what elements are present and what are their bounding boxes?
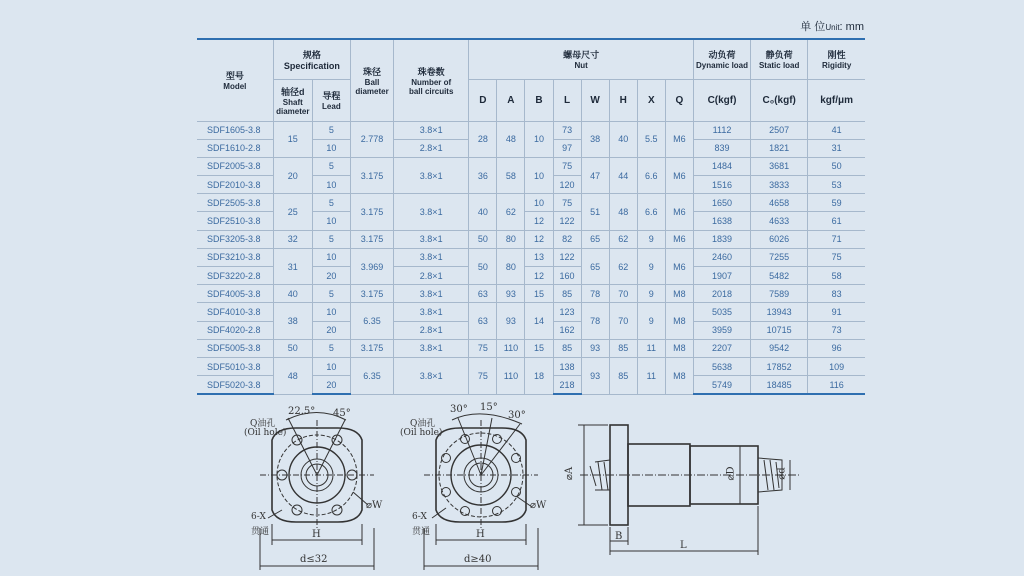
- nut-col-W: W: [581, 79, 609, 121]
- holes-label: 6-X: [251, 512, 266, 522]
- table-row: SDF2510-3.8 10 12 122 1638 4633 61: [197, 212, 865, 230]
- l-dimension: L: [680, 540, 687, 551]
- table-row: SDF5020-3.8 20 218 5749 18485 116: [197, 376, 865, 395]
- model-cell: SDF2010-3.8: [197, 176, 273, 194]
- oil-hole-label-cn: Q油孔: [410, 419, 436, 429]
- nut-col-Q: Q: [665, 79, 693, 121]
- lead-header: 导程 Lead: [312, 79, 350, 121]
- d-range-label: d≤32: [300, 554, 328, 565]
- model-cell: SDF1605-3.8: [197, 121, 273, 139]
- nut-side-drawing: [578, 425, 800, 555]
- nut-col-L: L: [553, 79, 581, 121]
- w-dimension: ⌀W: [530, 500, 547, 511]
- table-row: SDF4005-3.8 40 5 3.175 3.8×1 63 93 15 85 78 70 9 M8 2018 7589 83: [197, 285, 865, 303]
- nut-col-H: H: [609, 79, 637, 121]
- model-cell: SDF2005-3.8: [197, 157, 273, 175]
- angle-15-label: 15°: [480, 402, 498, 413]
- spec-header: 规格 Specification: [273, 39, 350, 79]
- table-row: SDF5005-3.8 50 5 3.175 3.8×1 75 110 15 85 93 85 11 M8 2207 9542 96: [197, 339, 865, 357]
- static-load-header: 静负荷 Static load: [751, 39, 808, 79]
- table-row: SDF1605-3.8 15 5 2.778 3.8×1 28 48 10 73 38 40 5.5 M6 1112 2507 41: [197, 121, 865, 139]
- D-dimension: ⌀D: [725, 466, 737, 481]
- angle-30b-label: 30°: [508, 410, 526, 421]
- table-row: SDF1610-2.8 10 2.8×1 97 839 1821 31: [197, 139, 865, 157]
- nut-col-A: A: [497, 79, 525, 121]
- through-label: 贯通: [412, 527, 431, 537]
- through-label: 贯通: [251, 527, 270, 537]
- table-row: SDF4020-2.8 20 2.8×1 162 3959 10715 73: [197, 321, 865, 339]
- nut-col-D: D: [469, 79, 497, 121]
- oil-hole-label-cn: Q油孔: [250, 419, 276, 429]
- table-row: SDF2505-3.8 25 5 3.175 3.8×1 40 62 10 75 51 48 6.6 M6 1650 4658 59: [197, 194, 865, 212]
- table-row: SDF4010-3.8 38 10 6.35 3.8×1 63 93 14 123 78 70 9 M8 5035 13943 91: [197, 303, 865, 321]
- angle-45-label: 45°: [333, 408, 351, 419]
- h-dimension: H: [476, 529, 485, 540]
- rigidity-unit: kgf/μm: [808, 79, 865, 121]
- nut-col-B: B: [525, 79, 553, 121]
- d-dimension: ⌀d: [776, 467, 788, 480]
- h-dimension: H: [312, 529, 321, 540]
- dynamic-load-header: 动负荷 Dynamic load: [693, 39, 750, 79]
- model-cell: SDF3220-2.8: [197, 267, 273, 285]
- shaft-header: 轴径d Shaft diameter: [273, 79, 312, 121]
- table-row: SDF3220-2.8 20 2.8×1 12 160 1907 5482 58: [197, 267, 865, 285]
- model-header: 型号 Model: [197, 39, 273, 121]
- table-row: SDF3205-3.8 32 5 3.175 3.8×1 50 80 12 82 65 62 9 M6 1839 6026 71: [197, 230, 865, 248]
- w-dimension: ⌀W: [366, 500, 383, 511]
- table-row: SDF3210-3.8 31 10 3.969 3.8×1 50 80 13 122 65 62 9 M6 2460 7255 75: [197, 248, 865, 266]
- angle-30-label: 30°: [450, 404, 468, 415]
- dynamic-unit: C(kgf): [693, 79, 750, 121]
- model-cell: SDF3205-3.8: [197, 230, 273, 248]
- unit-note: 单 位Unit: mm: [800, 21, 864, 33]
- angle-22-5-label: 22.5°: [288, 406, 316, 417]
- model-cell: SDF4010-3.8: [197, 303, 273, 321]
- model-cell: SDF1610-2.8: [197, 139, 273, 157]
- model-cell: SDF4020-2.8: [197, 321, 273, 339]
- ball-header: 珠径 Ball diameter: [350, 39, 393, 121]
- nut-col-X: X: [637, 79, 665, 121]
- table-row: SDF5010-3.8 48 10 6.35 3.8×1 75 110 18 138 93 85 11 M8 5638 17852 109: [197, 357, 865, 375]
- table-row: SDF2010-3.8 10 120 1516 3833 53: [197, 176, 865, 194]
- model-cell: SDF2510-3.8: [197, 212, 273, 230]
- model-cell: SDF3210-3.8: [197, 248, 273, 266]
- table-row: SDF2005-3.8 20 5 3.175 3.8×1 36 58 10 75 47 44 6.6 M6 1484 3681 50: [197, 157, 865, 175]
- oil-hole-label-en: (Oil hole): [244, 428, 287, 438]
- rigidity-header: 刚性 Rigidity: [808, 39, 865, 79]
- d-range-label: d≥40: [464, 554, 492, 565]
- model-cell: SDF5005-3.8: [197, 339, 273, 357]
- model-cell: SDF5020-3.8: [197, 376, 273, 395]
- nut-header: 螺母尺寸 Nut: [469, 39, 694, 79]
- model-cell: SDF5010-3.8: [197, 357, 273, 375]
- a-dimension: ⌀A: [564, 466, 576, 481]
- model-cell: SDF2505-3.8: [197, 194, 273, 212]
- static-unit: C₀(kgf): [751, 79, 808, 121]
- b-dimension: B: [615, 531, 623, 542]
- circuits-header: 珠卷数 Number of ball circuits: [394, 39, 469, 121]
- oil-hole-label-en: (Oil hole): [400, 428, 443, 438]
- holes-label: 6-X: [412, 512, 427, 522]
- model-cell: SDF4005-3.8: [197, 285, 273, 303]
